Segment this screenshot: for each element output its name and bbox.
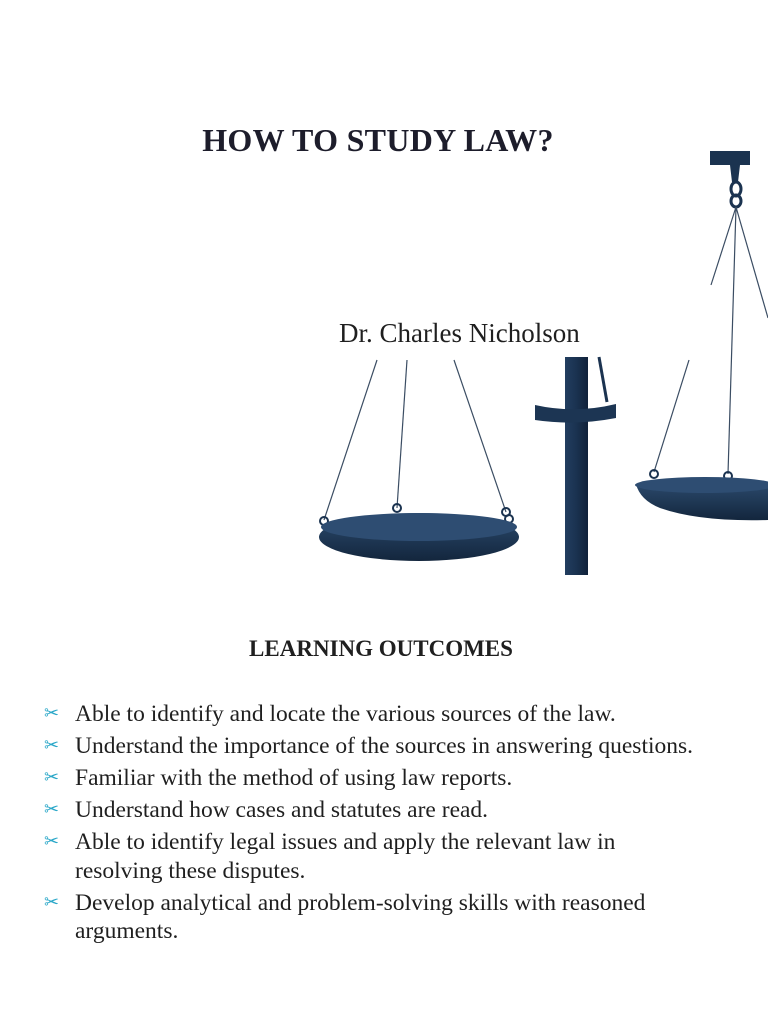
scissors-icon: ✂	[44, 799, 60, 820]
list-item	[44, 732, 704, 761]
learning-outcomes-list	[44, 700, 704, 949]
scissors-icon: ✂	[44, 703, 60, 724]
list-item-text: Able to identify legal issues and apply the relevant law in resolving these disputes.	[75, 829, 616, 884]
learning-outcomes-heading: LEARNING OUTCOMES	[249, 636, 513, 661]
scissors-icon: ✂	[44, 735, 60, 756]
left-pan	[319, 513, 519, 561]
right-hanger	[710, 151, 750, 207]
scissors-icon: ✂	[44, 831, 60, 852]
page-title: HOW TO STUDY LAW?	[202, 122, 554, 158]
list-item-text: Understand the importance of the sources in answering questions.	[75, 733, 694, 759]
right-pan	[635, 477, 768, 520]
list-item	[44, 700, 704, 729]
list-item-text: Understand how cases and statutes are read.	[75, 797, 489, 823]
list-item	[44, 796, 704, 825]
list-item	[44, 764, 704, 793]
author-name: Dr. Charles Nicholson	[339, 318, 580, 348]
list-item-text: Able to identify and locate the various sources of the law.	[75, 701, 616, 727]
left-pan-strings	[324, 360, 506, 520]
list-item-text: Develop analytical and problem-solving skills with reasoned arguments.	[75, 889, 646, 944]
scissors-icon: ✂	[44, 891, 60, 913]
list-item	[44, 828, 704, 885]
list-item-text: Familiar with the method of using law reports.	[75, 765, 513, 791]
central-post	[535, 357, 616, 575]
list-item	[44, 889, 704, 946]
scissors-icon: ✂	[44, 767, 60, 788]
right-pan-strings	[654, 207, 768, 474]
